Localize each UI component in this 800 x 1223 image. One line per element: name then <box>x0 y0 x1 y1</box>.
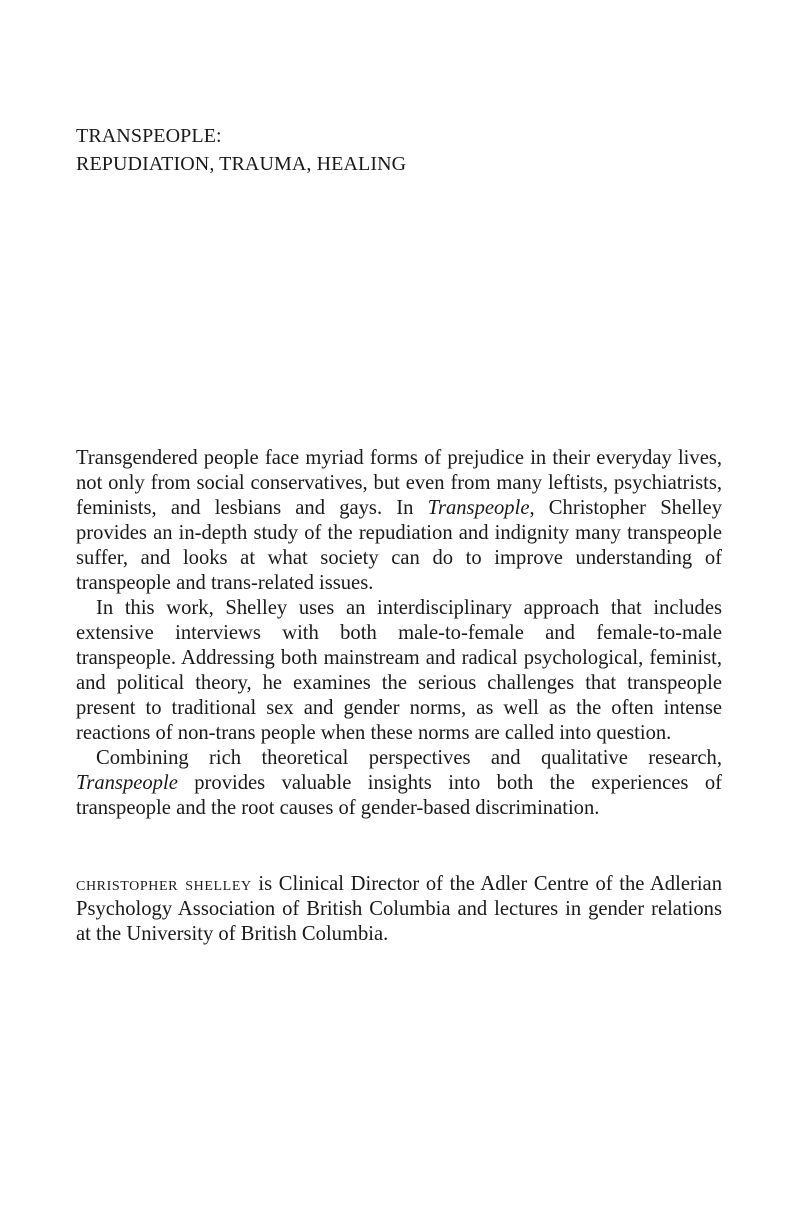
description-p3-text-a: Combining rich theoretical perspectives and qualitative research, <box>96 747 722 769</box>
title-block <box>76 122 722 178</box>
book-subtitle-line-2: REPUDIATION, TRAUMA, HEALING <box>76 153 407 175</box>
book-description <box>76 446 722 821</box>
description-paragraph-1 <box>76 446 722 596</box>
description-p1-italic-title: Transpeople <box>427 497 530 519</box>
description-paragraph-2: In this work, Shelley uses an interdisciplinary approach that includes extensive interviews with both male-to-female and female-to-male transpeople. Addressing both mainstream and radical psychological, feminist, and political theory, he examines the serious challenges that transpeople present to traditional sex and gender norms, as well as the often intense reactions of non-trans people when these norms are called into question. <box>76 597 722 744</box>
author-name: christopher shelley <box>76 873 252 895</box>
description-paragraph-3 <box>76 746 722 821</box>
book-title-line-1: TRANSPEOPLE: <box>76 125 222 147</box>
description-p1-text-b: , Christopher Shelley provides an in-depth study of the repudiation and indignity many transpeople suffer, and looks at what society can do to improve understanding of transpeople and trans-related issues. <box>76 497 722 594</box>
description-p1-text-a: Transgendered people face myriad forms of prejudice in their everyday lives, not only from social conservatives, but even from many leftists, psychiatrists, feminists, and lesbians and gays. In <box>76 447 722 519</box>
description-p3-italic-title: Transpeople <box>76 772 178 794</box>
book-title <box>76 122 722 178</box>
author-bio <box>76 872 722 947</box>
description-p3-text-b: provides valuable insights into both the experiences of transpeople and the root causes of gender-based discrimination. <box>76 772 722 819</box>
author-bio-text: is Clinical Director of the Adler Centre of the Adlerian Psychology Association of British Columbia and lectures in gender relations at the University of British Columbia. <box>76 873 722 945</box>
